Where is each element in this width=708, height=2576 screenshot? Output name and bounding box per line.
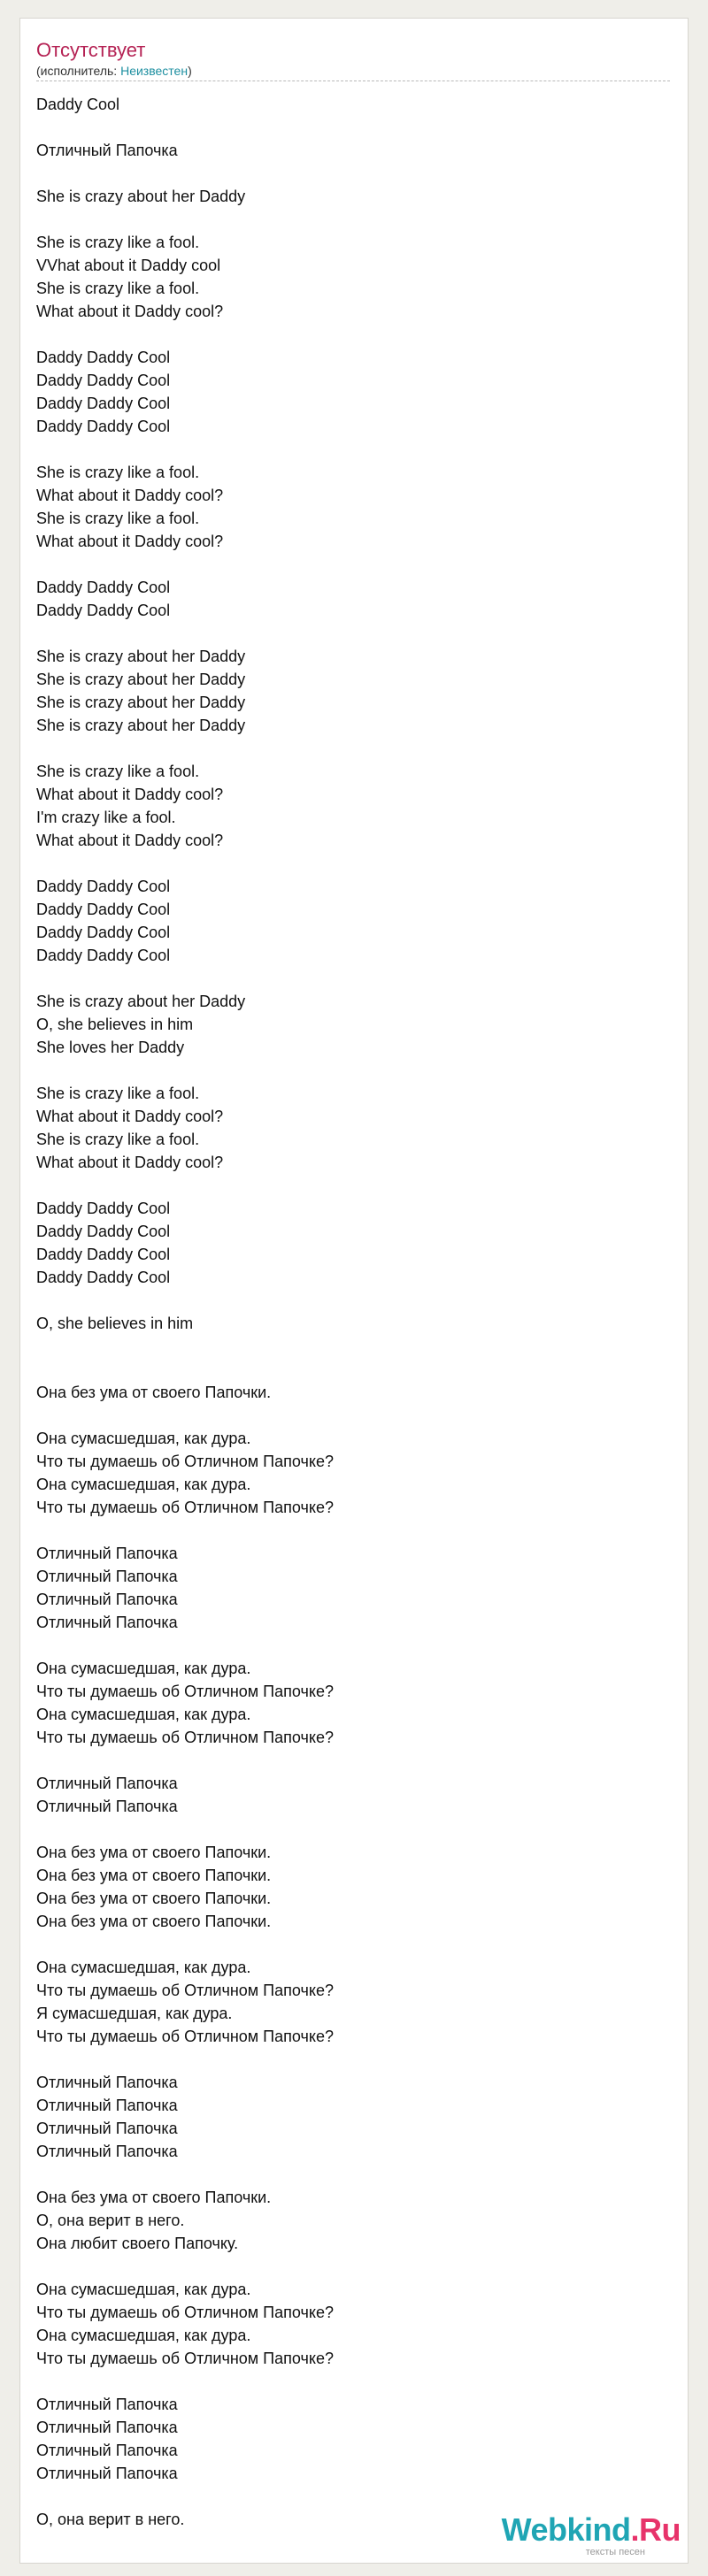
lyric-line: Она без ума от своего Папочки. [36, 1867, 272, 1884]
lyric-line: O, she believes in him [36, 1016, 194, 1033]
lyric-line: Отличный Папочка [36, 2442, 178, 2459]
lyric-line: VVhat about it Daddy cool [36, 257, 221, 274]
lyric-line [36, 208, 334, 231]
lyric-line [36, 1358, 334, 1381]
lyric-line [36, 1174, 334, 1197]
logo-tagline: тексты песен [585, 2547, 645, 2557]
lyric-line: She is crazy about her Daddy [36, 188, 246, 205]
lyric-line [36, 162, 334, 185]
lyric-line [36, 622, 334, 645]
lyric-line: Daddy Daddy Cool [36, 1246, 171, 1263]
lyric-line: She is crazy like a fool. [36, 1085, 200, 1102]
lyric-line [36, 2485, 334, 2508]
lyric-line: Отличный Папочка [36, 2419, 178, 2436]
lyric-line: О, она верит в него. [36, 2212, 185, 2229]
lyric-line [36, 2163, 334, 2186]
lyric-line: Что ты думаешь об Отличном Папочке? [36, 1453, 334, 1470]
lyric-line: Что ты думаешь об Отличном Папочке? [36, 1982, 334, 1999]
lyric-line [36, 737, 334, 760]
lyric-line [36, 1933, 334, 1956]
lyric-line: О, она верит в него. [36, 2511, 185, 2528]
lyric-line: Что ты думаешь об Отличном Папочке? [36, 2028, 334, 2045]
lyric-line: Что ты думаешь об Отличном Папочке? [36, 2304, 334, 2321]
lyric-line: Она сумасшедшая, как дура. [36, 1660, 251, 1677]
lyric-line: Что ты думаешь об Отличном Папочке? [36, 1683, 334, 1700]
lyric-line [36, 1519, 334, 1542]
site-logo[interactable] [502, 2513, 681, 2557]
lyric-line: Отличный Папочка [36, 2396, 178, 2413]
lyric-line: Daddy Daddy Cool [36, 901, 171, 918]
lyric-line [36, 1634, 334, 1657]
logo-ru-text: .Ru [630, 2511, 681, 2548]
lyric-line: Отличный Папочка [36, 1614, 178, 1631]
lyric-line: She is crazy like a fool. [36, 763, 200, 780]
lyric-line [36, 1749, 334, 1772]
lyric-line: Что ты думаешь об Отличном Папочке? [36, 1729, 334, 1746]
lyric-line: Она сумасшедшая, как дура. [36, 2281, 251, 2298]
lyric-line: Отличный Папочка [36, 1775, 178, 1792]
lyric-line: Что ты думаешь об Отличном Папочке? [36, 2350, 334, 2367]
lyric-line: Она сумасшедшая, как дура. [36, 1959, 251, 1976]
lyrics-text [36, 93, 334, 2531]
lyric-line: She is crazy about her Daddy [36, 694, 246, 711]
lyric-line [36, 967, 334, 990]
lyric-line: What about it Daddy cool? [36, 487, 224, 504]
lyric-line: She is crazy like a fool. [36, 1131, 200, 1148]
lyric-line: She is crazy like a fool. [36, 234, 200, 251]
lyric-line: Она без ума от своего Папочки. [36, 1913, 272, 1930]
song-title: Отсутствует [36, 39, 146, 61]
lyric-line: She is crazy about her Daddy [36, 648, 246, 665]
lyric-line: Она без ума от своего Папочки. [36, 1890, 272, 1907]
artist-line [36, 63, 670, 79]
lyric-line [36, 438, 334, 461]
lyric-line [36, 1335, 334, 1358]
lyric-line: I'm crazy like a fool. [36, 809, 176, 826]
lyrics-card [19, 18, 689, 2564]
lyric-line: Daddy Daddy Cool [36, 349, 171, 366]
lyric-line [36, 2370, 334, 2393]
lyric-line: She is crazy like a fool. [36, 280, 200, 297]
lyric-line: Daddy Daddy Cool [36, 395, 171, 412]
lyric-line: What about it Daddy cool? [36, 832, 224, 849]
lyric-line: Отличный Папочка [36, 2465, 178, 2482]
lyric-line: Отличный Папочка [36, 2120, 178, 2137]
lyric-line [36, 1059, 334, 1082]
lyric-line: Daddy Daddy Cool [36, 878, 171, 895]
lyric-line: What about it Daddy cool? [36, 1108, 224, 1125]
lyric-line [36, 2048, 334, 2071]
lyric-line: She is crazy about her Daddy [36, 717, 246, 734]
lyric-line: Daddy Daddy Cool [36, 602, 171, 619]
lyric-line: Она сумасшедшая, как дура. [36, 2327, 251, 2344]
artist-prefix: (исполнитель: [36, 64, 121, 78]
lyric-line: Отличный Папочка [36, 1545, 178, 1562]
lyric-line: Она без ума от своего Папочки. [36, 1844, 272, 1861]
artist-link[interactable]: Неизвестен [120, 64, 189, 78]
lyric-line [36, 2255, 334, 2278]
lyric-line: Daddy Cool [36, 96, 120, 113]
lyric-line: What about it Daddy cool? [36, 786, 224, 803]
artist-suffix: ) [188, 64, 192, 78]
lyric-line: O, she believes in him [36, 1315, 194, 1332]
lyric-line: Она сумасшедшая, как дура. [36, 1430, 251, 1447]
lyric-line: Она любит своего Папочку. [36, 2235, 239, 2252]
lyric-line [36, 1404, 334, 1427]
lyric-line: Что ты думаешь об Отличном Папочке? [36, 1499, 334, 1516]
lyric-line: Отличный Папочка [36, 2074, 178, 2091]
lyric-line: Я сумасшедшая, как дура. [36, 2005, 233, 2022]
lyric-line: Daddy Daddy Cool [36, 947, 171, 964]
lyric-line: What about it Daddy cool? [36, 533, 224, 550]
lyric-line: Отличный Папочка [36, 2143, 178, 2160]
lyric-line: Daddy Daddy Cool [36, 372, 171, 389]
lyric-line: What about it Daddy cool? [36, 1154, 224, 1171]
lyric-line [36, 116, 334, 139]
lyric-line: Отличный Папочка [36, 2097, 178, 2114]
lyric-line: Отличный Папочка [36, 1568, 178, 1585]
lyric-line: Daddy Daddy Cool [36, 1223, 171, 1240]
lyric-line: Отличный Папочка [36, 1591, 178, 1608]
lyric-line [36, 1289, 334, 1312]
lyric-line: She is crazy like a fool. [36, 464, 200, 481]
lyric-line [36, 323, 334, 346]
lyric-line: She is crazy like a fool. [36, 510, 200, 527]
lyric-line: Daddy Daddy Cool [36, 418, 171, 435]
lyric-line: She is crazy about her Daddy [36, 993, 246, 1010]
lyric-line [36, 1818, 334, 1841]
lyric-line [36, 553, 334, 576]
logo-web-text: Webkind [501, 2511, 631, 2548]
lyric-line: Daddy Daddy Cool [36, 924, 171, 941]
lyric-line: What about it Daddy cool? [36, 303, 224, 320]
lyric-line: Отличный Папочка [36, 142, 178, 159]
lyric-line: Она сумасшедшая, как дура. [36, 1476, 251, 1493]
lyric-line: Она без ума от своего Папочки. [36, 2189, 272, 2206]
lyric-line: She is crazy about her Daddy [36, 671, 246, 688]
lyric-line: Она без ума от своего Папочки. [36, 1384, 272, 1401]
song-header [36, 38, 670, 81]
lyric-line [36, 852, 334, 875]
lyric-line: Daddy Daddy Cool [36, 1200, 171, 1217]
lyric-line: She loves her Daddy [36, 1039, 185, 1056]
lyric-line: Она сумасшедшая, как дура. [36, 1706, 251, 1723]
lyric-line: Отличный Папочка [36, 1798, 178, 1815]
lyric-line: Daddy Daddy Cool [36, 1269, 171, 1286]
lyric-line: Daddy Daddy Cool [36, 579, 171, 596]
